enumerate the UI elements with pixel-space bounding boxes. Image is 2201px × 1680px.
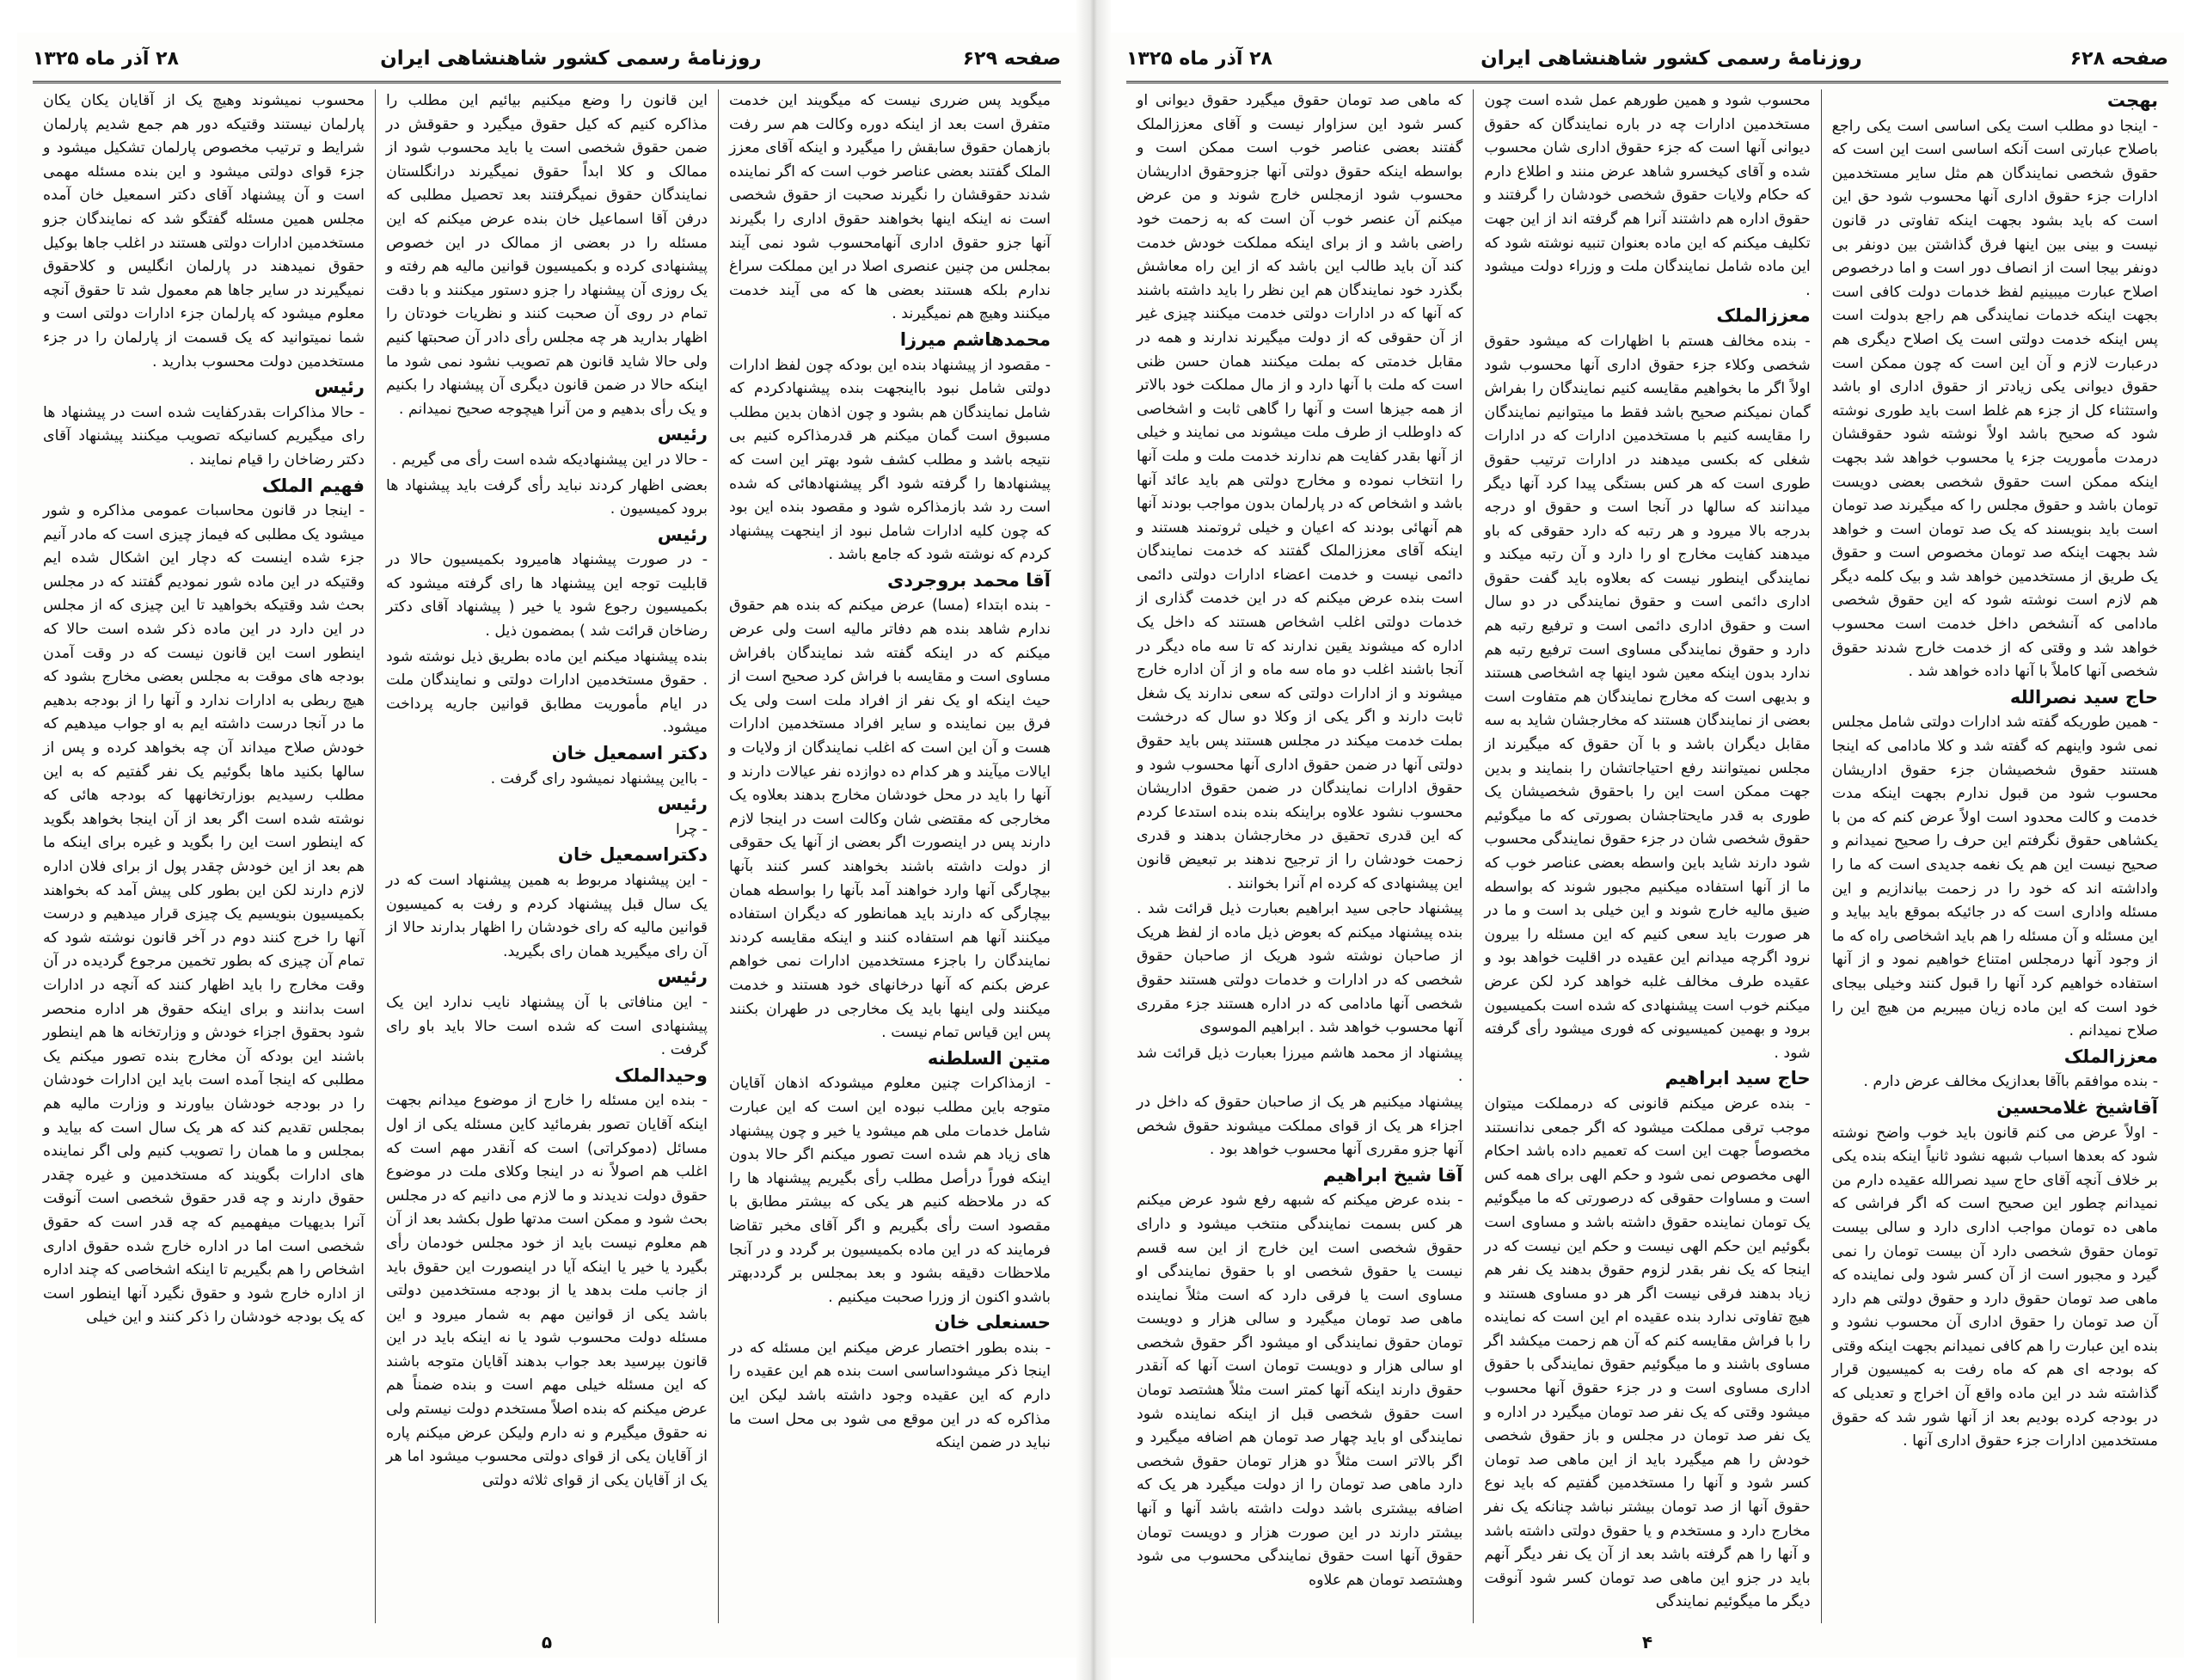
text-column [719, 89, 1061, 1623]
paragraph: پیشنهاد از محمد هاشم میرزا بعبارت ذیل قرائت شد . [1137, 1044, 1463, 1086]
right-page-number: صفحه ۶۲۸ [2069, 47, 2168, 70]
left-header-rule [33, 81, 1061, 83]
paragraph: - اینجا در قانون محاسبات عمومی مذاکره و شور میشود یک مطلبی که فیماز چیزی است که مادر آنیم جزء شده اینست که دچار این اشکال شده ایم وقتیکه در این ماده شور نمودیم گفتند که در مجلس بحث شد وقتیکه بخواهید تا این چیزی که از مجلس در این دارد در این ماده ذکر شده است حالا که اینطور است این قانون نیست که در وقت آمدن بودجه های موقت به مجلس بعضی مخارج بشود که هیچ ربطی به ادارات ندارد و آنها را از بودجه بدهیم ما در آنجا درست داشته ایم به او جواب میدهیم که خودش صلاح میداند آن چه بخواهد کرده و پس از سالها بکنید ماها بگوئیم یک نفر گفتیم که به این مطلب رسیدیم بوزارتخانهها که بودجه هائی که نوشته شده است اگر بعد از آن اینجا بخواهد بگوید که اینطور است این را بگوید و غیره برای اینکه ما هم بعد از این خودش چقدر پول از برای فلان اداره لازم دارند لکن این بطور کلی پیش آمد که بخواهند بکمیسیون بنویسیم یک چیزی قرار میدهیم و درست آنها را خرج کنند دوم در آخر قانون نوشته شود که تمام آن چیزی که بطور تخمین مرجوع گردیده در آن وقت مخارج را باید اظهار کنند که آنچه در ادارات است بدانند و برای اینکه حقوق هر اداره منحصر شود بحقوق اجزاء خودش و وزارتخانه ها هم اینطور باشند این بودکه آن مخارج بنده تصور میکنم یک مطلبی که اینجا آمده است باید این ادارات خودشان را در بودجه خودشان بیاورند و وزارت مالیه هم بمجلس تقدیم کند که هر یک سال است که بیاید و بمجلس و ما همان را تصویب کنیم ولی اگر نماینده های ادارات بگویند که مستخدمین و غیره چقدر حقوق دارند و چه قدر حقوق شخصی است آنوقت آنرا بدیهیات میفهمیم که چه قدر است که حقوق شخصی است اما در اداره خارج شده حقوق اداری اشخاص را هم بگیریم تا اینکه اشخاصی که چند اداره از اداره خارج شود و حقوق نگیرد آنها اینطور است که یک بودجه خودشان را ذکر کنند و این خیلی [43, 502, 365, 1327]
paragraph: - بنده عرض میکنم قانونی که درمملکت میتوان موجب ترقی مملکت میشود که اگر جمعی ندانستند مخصوصاً جهت این است که تعمیم داده باشد احکام الهی مخصوص نمی شود و حکم الهی برای همه کس است و مساوات حقوقی که درصورتی که ما میگوئیم یک تومان نماینده حقوق داشته باشد و مساوی است بگوئیم این حکم الهی نیست و حکم این نیست که در اینجا که یک نفر بقدر لزوم حقوق بدهند یک نفر هم زیاد بدهند فرقی نیست اگر هر دو مساوی هستند و هیچ تفاوتی ندارد بنده عقیده ام این است که نماینده را با فراش مقایسه کنم که آن هم زحمت میکشد اگر مساوی باشند و ما میگوئیم حقوق نمایندگی با حقوق اداری مساوی است و در جزء حقوق آنها محسوب میشود وقتی که یک نفر صد تومان میگیرد در اداره و یک نفر صد تومان در مجلس و باز حقوق شخصی خودش را هم میگیرد باید از این ماهی صد تومان کسر شود و آنها را مستخدمین گفتیم که باید نوع حقوق آنها از صد تومان بیشتر نباشد چنانکه یک نفر مخارج دارد و مستخدم و یا حقوق دولتی داشته باشد و آنها را هم گرفته باشد بعد از آن یک نفر دیگر آنهم باید در جزو این ماهی صد تومان کسر شود آنوقت دیگر ما میگوئیم نمایندگی [1484, 1094, 1811, 1611]
paragraph: - این پیشنهاد مربوط به همین پیشنهاد است که در یک سال قبل پیشنهاد کردم و رفت به کمیسیون قوانین مالیه که رای خودشان را اظهار بدارند حالا از آن رای میگیرید همان رای بگیرید. [386, 872, 708, 960]
paragraph: - بااین پیشنهاد نمیشود رای گرفت . [490, 769, 708, 788]
text-column [33, 89, 376, 1623]
paragraph: این قانون را وضع میکنیم بیائیم این مطلب را مذاکره کنیم که کیل حقوق میگیرد و حقوقش در ضمن حقوق شخصی است یا باید محسوب شود از ممالک و کلا ابداً حقوق نمیگیرند درانگلستان نمایندگان حقوق نمیگرفتند بعد تحصیل مطلبی که درفن آقا اسماعیل خان بنده عرض میکنم که این مسئله را در بعضی از ممالک در این خصوص پیشنهادی کرده و بکمیسیون قوانین مالیه هم رفته و یک روزی آن پیشنهاد را جزو دستور میکنند و با دقت تمام در روی آن صحبت کنند و نظریات خودتان را اظهار بدارید هر چه مجلس رأی دادر آن صحبتها کنیم ولی حالا شاید قانون هم تصویب نشود نمی شود ما اینکه حالا در ضمن قانون دیگری آن پیشنهاد را بکنیم و یک رأی بدهیم و من آنرا هیچوجه صحیح نمیدانم . [386, 92, 708, 418]
speaker-name: وحیدالملک [614, 1064, 708, 1086]
paragraph: که ماهی صد تومان حقوق میگیرد حقوق دیوانی او کسر شود این سزاوار نیست و آقای معززالملک گفتند بعضی عناصر خوب است ممکن است و بواسطه اینکه حقوق دولتی آنها جزوحقوق اداریشان محسوب شود ازمجلس خارج شوند و من عرض میکنم آن عنصر خوب آن است که به زحمت خود راضی باشد و از برای اینکه مملکت خودش خدمت کند آن باید طالب این باشد که از این راه معاشش بگذرد خود نمایندگان هم این نظر را باید داشته باشند که آنها که در ادارات دولتی خدمت میکنند چیزی غیر از آن حقوقی که از دولت میگیرند ندارند و همه در مقابل خدمتی که بملت میکنند همان حسن ظنی است که ملت با آنها دارد و از مال مملکت خود بالاتر از همه جیزها است و آنها را گاهی ثابت و اشخاصی که داوطلب از طرف ملت میشوند می نمایند و خیلی از آنها بقدر کفایت هم ندارند خدمت ملت و ملت آنها را انتخاب نموده و مخارج دولتی هم باید عائد آنها باشد و اشخاص که در پارلمان بدون مواجب بودند آنها هم آنهائی بودند که اعیان و خیلی ثروتمند هستند و اینکه آقای معززالملک گفتند که خدمت نمایندگان دائمی نیست و خدمت اعضاء ادارات دولتی دائمی است بنده عرض میکنم که در این خدمت گذاری از خدمات دولتی اغلب اشخاص هستند که داخل یک اداره که میشوند یقین ندارند که تا سه ماه دیگر در آنجا باشند اغلب دو ماه سه ماه و از آن اداره خارج میشوند و از ادارات دولتی که سعی ندارند یک شغل ثابت دارند و اگر یکی از وکلا دو سال که درخشت بملت خدمت میکند در مجلس هستند پس باید حقوق دولتی آنها در ضمن حقوق اداری آنها محسوب شود و حقوق ادارات نمایندگان در ضمن حقوق اداریشان محسوب نشود علاوه براینکه بنده بنده استدعا کردم که این قدری تحقیق در مخارجشان بدهند و قدری زحمت خودشان را از ترجیح ندهند بر تبعیض قانون این پیشنهادی که کرده ام آنرا بخوانند . [1137, 92, 1463, 892]
paragraph: - ازمذاکرات چنین معلوم میشودکه اذهان آقایان متوجه باین مطلب نبوده این است که این عبارت شامل خدمات ملی هم میشود یا خیر و چون پیشنهاد های زیاد هم شده است تصور میکنم اگر حالا بدون اینکه فوراً درأصل مطلب رأی بگیریم پیشنهاد ها را که در ملاحظه کنیم هر یکی که بیشتر مطابق با مقصود است رأی بگیریم و اگر آقای مخبر تقاضا فرمایند که در این ماده بکمیسیون بر گردد و در آنجا ملاحظات دقیقه بشود و بعد بمجلس بر گرددبهتر باشدو اکنون از وزرا صحبت میکنیم . [729, 1075, 1051, 1306]
text-column [1822, 89, 2168, 1623]
left-page-header [33, 41, 1061, 76]
paragraph: - حالا در این پیشنهادیکه شده است رأی می گیریم . [391, 451, 708, 469]
paragraph: - بنده موافقم باآقا بعدازیک مخالف عرض دارم . [1863, 1073, 2158, 1091]
left-page-date: ۲۸ آذر ماه ۱۳۲۵ [33, 47, 179, 70]
paragraph: پیشنهاد حاجی سید ابراهیم بعبارت ذیل قرائت شد . بنده پیشنهاد میکنم که بعوض ذیل ماده از لفظ هریک از صاحبان نوشته شود هریک از صاحبان حقوق شخصی که در ادارات و خدمات دولتی هستند حقوق شخصی آنها مادامی که در اداره هستند جزء مقرری آنها محسوب خواهد شد . ابراهیم الموسوی [1137, 900, 1463, 1037]
paragraph: - بنده ابتداء (مسا) عرض میکنم که بنده هم حقوق ندارم شاهد بنده هم دفاتر مالیه است ولی عرض میکنم که در اینکه گفته شد نمایندگان بافراش مساوی است و مقایسه با فراش کرد صحیح است از حیث اینکه او یک نفر از افراد ملت است ولی یک فرق بین نماینده و سایر افراد مستخدمین ادارات هست و آن این است که اغلب نمایندگان از ولایات و ایالات میآیند و هر کدام ده دوازده نفر عیالات دارند و آنها را باید در محل خودشان مخارج بدهند بعلاوه یک مخارجی که مقتضی شان وکالت است در اینجا لازم دارند پس در اینصورت اگر بعضی از آنها یک حقوقی از دولت داشته باشند بخواهند کسر کنند بآنها بیچارگی آنها وارد خواهند آمد بآنها را بواسطه همان بیچارگی که دارند باید همانطور که دیگران استفاده میکنند آنها هم استفاده کنند و اینکه مقایسه کردند نمایندگان را باجزء مستخدمین ادارات نمی خواهم عرض بکنم که آنها درخانهای خود هستند و خدمت میکنند ولی اینها باید یک مخارجی در طهران بکنند پس این قیاس تمام نیست . [729, 597, 1051, 1042]
right-page-date: ۲۸ آذر ماه ۱۳۲۵ [1126, 47, 1272, 70]
speaker-name: دکتر اسمعیل خان [551, 743, 708, 764]
paragraph: - حالا مذاکرات بقدرکفایت شده است در پیشنهاد ها رای میگیریم کسانیکه تصویب میکنند پیشنهاد آقای دکتر رضاخان را قیام نمایند . [43, 403, 365, 469]
paragraph: - این منافاتی با آن پیشنهاد نایب ندارد این یک پیشنهادی است که شده است حالا باید باو رای گرفت . [386, 993, 708, 1059]
left-page [17, 33, 1076, 1658]
paragraph: - در صورت پیشنهاد هامیرود بکمیسیون حالا در قابلیت توجه این پیشنهاد ها رای گرفته میشود که بکمیسیون رجوع شود یا خیر ( پیشنهاد آقای دکتر رضاخان قرائت شد ) بمضمون ذیل . [386, 551, 708, 641]
speaker-name: رئیس [657, 424, 708, 445]
speaker-name: رئیس [314, 377, 365, 398]
speaker-name: حسنعلی خان [934, 1312, 1051, 1334]
speaker-name: رئیس [657, 524, 708, 545]
text-column [1126, 89, 1474, 1623]
text-column [376, 89, 719, 1623]
paragraph: - بنده بطور اختصار عرض میکنم این مسئله که در اینجا ذکر میشوداساسی است بنده هم این عقیده را دارم که این عقیده وجود داشته باشد لیکن این مذاکره که در این موقع می شود بی محل است ما نباید در ضمن اینکه [729, 1339, 1051, 1452]
paragraph: بعضی اظهار کردند نباید رأی گرفت باید پیشنهاد ها برود کمیسیون . [386, 476, 708, 518]
speaker-name: فهیم الملک [261, 475, 365, 496]
speaker-name: آقا شیخ ابراهیم [1322, 1164, 1463, 1186]
paragraph: - بنده این مسئله را خارج از موضوع میدانم بجهت اینکه آقایان تصور بفرمائید کاین مسئله یکی از اول مسائل (دموکراتی) است که آنقدر مهم است که اغلب هم اصولاً نه در اینجا وکلای ملت در موضوع حقوق دولت ندیدند و ما لازم می دانیم که در مجلس بحث شود و ممکن است مدتها طول بکشد بعد از آن هم معلوم نیست باید از خود مجلس خودمان رأی بگیرد یا خیر یا اینکه آیا در اینصورت این حقوق باید از جانب ملت بدهد یا از بودجه مستخدمین دولتی باشد یکی از قوانین مهم به شمار میرود و این مسئله دولت محسوب شود یا نه اینکه باید در این قانون بپرسید بعد جواب بدهند آقایان متوجه باشند که این مسئله خیلی مهم است و بنده ضمناً هم عرض میکنم که بنده اصلاً مستخدم دولت نیستم ولی نه حقوق میگیرم و نه دارم ولیکن عرض میکنم پاره از آقایان یکی از قوای دولتی محسوب میشود اما هر یک از آقایان یکی از قوای ثلاثه دولتی [386, 1092, 708, 1489]
right-page-masthead: روزنامهٔ رسمی کشور شاهنشاهی ایران [1481, 47, 1862, 70]
paragraph: - بنده عرض میکنم که شبهه رفع شود عرض میکنم هر کس بسمت نمایندگی منتخب میشود و دارای حقوق شخصی است این خارج از این سه قسم نیست یا حقوق شخصی او با حقوق نمایندگی او مساوی است یا فرقی دارد که است مثلاً نماینده ماهی صد تومان میگیرد و سالی هزار و دویست تومان حقوق نمایندگی او میشود اگر حقوق شخصی او سالی هزار و دویست تومان است آنها که آنقدر حقوق دارند اینکه آنها کمتر است مثلاً هشتصد تومان است حقوق شخصی قبل از اینکه نماینده شود نمایندگی او باید چهار صد تومان هم اضافه میگیرد و اگر بالاتر است مثلاً دو هزار تومان حقوق شخصی دارد ماهی صد تومان را از دولت میگیرد هر یک که اضافه بیشتری باشد دولت داشته باشد آنها و آنها بیشتر دارند در این صورت هزار و دویست تومان حقوق آنها است حقوق نمایندگی محسوب می شود وهشتصد تومان هم علاوه [1137, 1192, 1463, 1589]
left-page-number: صفحه ۶۲۹ [962, 47, 1061, 70]
speaker-name: حاج سید ابراهیم [1665, 1068, 1811, 1089]
speaker-name: آقاشیخ غلامحسین [1996, 1096, 2158, 1118]
paragraph: - بنده مخالف هستم با اظهارات که میشود حقوق شخصی وکلاء جزء حقوق اداری آنها محسوب شود اولاً اگر ما بخواهیم مقایسه کنیم نمایندگان را بفراش گمان نمیکنم صحیح باشد فقط ما میتوانیم نمایندگان را مقایسه کنیم با مستخدمین ادارات که در ادارات شغلی که بکسی میدهند در ادارات ترتیب حقوق طوری است که هر کس بستگی پیدا کرد آنها دیگر میدانند که سالها در آنجا است و حقوق او درجه بدرجه بالا میرود و هر رتبه که دارد حقوقی که باو میدهند کفایت مخارج او را دارد و آن رتبه میکند و نمایندگی اینطور نیست که بعلاوه باید گفت حقوق اداری دائمی است و حقوق نمایندگی در دو سال است و حقوق اداری دائمی است و ترفیع رتبه هم دارد و حقوق نمایندگی مساوی است ترفیع رتبه هم ندارد بدون اینکه معین شود اینها چه اشخاصی هستند و بدیهی است که مخارج نمایندگان هم متفاوت است بعضی از نمایندگان هستند که مخارجشان شاید به سه مقابل دیگران باشد و با آن حقوق که میگیرند از مجلس نمیتوانند رفع احتیاجاتشان را بنمایند و بدین جهت ممکن است این را باحقوق شخصیشان یک طوری به قدر مایحتاجشان بصورتی که ما میگوئیم حقوق شخصی شان در جزء حقوق نمایندگی محسوب شود دارند شاید باین واسطه بعضی عناصر خوب که ما از آنها استفاده میکنیم مجبور شوند که بواسطه ضیق مالیه خارج شوند و این خیلی بد است و ما در هر صورت باید سعی کنیم که این مسئله را بیرون نرود اگرچه میدانم این عقیده در اقلیت خواهد بود و عقیده طرف مخالف غلبه خواهد کرد لکن عرض میکنم خوب است پیشنهادی که شده است بکمیسیون برود و بهمین کمیسیونی که فوری میشود رأی گرفته شود . [1484, 332, 1811, 1062]
left-page-masthead: روزنامهٔ رسمی کشور شاهنشاهی ایران [380, 47, 762, 70]
right-folio: ۴ [1641, 1632, 1653, 1652]
paragraph: - همین طوریکه گفته شد ادارات دولتی شامل مجلس نمی شود واینهم که گفته شد و کلا مادامی که اینجا هستند حقوق شخصیشان جزء حقوق اداریشان محسوب شود من قبول ندارم بجهت اینکه مدت خدمت و کالت محدود است اولاً عرض کنم که من با یکشاهی حقوق نگرفتم این حرف را صحیح نمیدانم و صحیح نیست این هم یک نغمه جدیدی است که ما را واداشته اند که خود را در زحمت بیاندازیم و این مسئله واداری است که در جائیکه بموقع باید بیاید و این مسئله و آن مسئله را هم باید اشخاصی راه که ما از وجود آنها درمجلس امتناع خواهیم نمود و از آنها استفاده خواهیم کرد آنها را قبول کنند وخیلی بیجای خود است که این ماده زیان میبریم من هیچ این را صلاح نمیدانم . [1831, 714, 2158, 1040]
speaker-name: محمدهاشم میرزا [899, 328, 1051, 350]
right-page-header [1126, 41, 2168, 76]
speaker-name: بهجت [2106, 90, 2158, 111]
paragraph: محسوب شود و همین طورهم عمل شده است چون مستخدمین ادارات چه در باره نمایندگان که حقوق دیوانی آنها است که جزء حقوق اداری شان محسوب شده و آقای کیخسرو شاهد عرض منند و اطلاع دارم که حکام ولایات حقوق شخصی خودشان را گرفتند و حقوق اداره هم داشتند آنرا هم گرفته اند از این جهت تکلیف میکنم که این ماده بعنوان تنبیه نوشته شود که این ماده شامل نمایندگان ملت و وزراء دولت میشود . [1484, 92, 1811, 299]
speaker-name: متین السلطنه [927, 1047, 1051, 1069]
right-page [1111, 33, 2184, 1658]
speaker-name: معززالملک [2063, 1045, 2158, 1067]
paragraph: میگوید پس ضرری نیست که میگویند این خدمت متفرق است بعد از اینکه دوره وکالت هم سر رفت بازهمان حقوق سابقش را میگیرد و اینکه آقای معزز الملک گفتند بعضی عناصر خوب است که اگر نماینده شدند حقوقشان را نگیرند صحبت از حقوق شخصی است نه اینکه اینها بخواهند حقوق اداری را بگیرند آنها جزو حقوق اداری آنهامحسوب شود نمی آیند بمجلس من چنین عنصری اصلا در این مملکت سراغ ندارم بلکه هستند بعضی ها که می آیند خدمت میکنند وهیچ هم نمیگیرند . [729, 92, 1051, 323]
speaker-name: آقا محمد بروجردی [886, 569, 1051, 591]
speaker-name: معززالملک [1716, 305, 1811, 327]
speaker-name: دکتراسمعیل خان [558, 844, 708, 866]
right-header-rule [1126, 81, 2168, 83]
left-folio: ۵ [541, 1632, 553, 1652]
paragraph: - مقصود از پیشنهاد بنده این بودکه چون لفظ ادارات دولتی شامل نبود بااینجهت بنده پیشنهادکردم که شامل نمایندگان هم بشود و چون اذهان بدین مطلب مسبوق است گمان میکنم هر قدرمذاکره کنیم بی نتیجه باشد و مطلب کشف شود بهتر این است که پیشنهادها را گرفته شود اگر پیشنهادهائی که شده است رد شد بازمذاکره شود و مقصود بنده این بود که چون کلیه ادارات شامل نبود از اینجهت پیشنهاد کردم که نوشته شود که جامع باشد . [729, 356, 1051, 564]
speaker-name: رئیس [657, 966, 708, 988]
paragraph: - اولاً عرض می کنم قانون باید خوب واضح نوشته شود که بعدها اسباب شبهه نشود ثانیاً اینکه بنده یکی بر خلاف آنچه آقای حاج سید نصرالله عقیده دارم من نمیدانم چطور این صحیح است که اگر فراشی که ماهی ده تومان مواجب اداری دارد و سالی بیست تومان حقوق شخصی دارد آن بیست تومان را نمی گیرد و مجبور است از آن کسر شود ولی نماینده که ماهی صد تومان حقوق دارد و حقوق دولتی هم دارد آن صد تومان را حقوق اداری آن محسوب نشود و بنده این عبارت را هم کافی نمیدانم بجهت اینکه وقتی که بودجه ای هم که ماه رفت به کمیسیون قرار گذاشته شد در این ماده واقع آن اخراج و تعدیلی که در بودجه کرده بودیم بعد از آنها شور شد که حقوق مستخدمین ادارات جزء حقوق اداری آنها . [1831, 1124, 2158, 1450]
speaker-name: حاج سید نصرالله [2009, 686, 2158, 708]
paragraph: - اینجا دو مطلب است یکی اساسی است یکی راجع باصلاح عبارتی است آنکه اساسی است این است که حقوق شخصی نمایندگان هم مثل سایر مستخدمین ادارات جزء حقوق اداری آنها محسوب شود حق این است که باید بشود بجهت اینکه تفاوتی در قانون نیست و بینی بین اینها فرق گذاشتن بین دونفر بی دونفر بیجا است از انصاف دور است و اما درخصوص اصلاح عبارت میبینیم لفظ خدمات دولت کافی است بجهت اینکه خدمات نمایندگی هم راجع بدولت است پس اینکه خدمت دولتی است یک اصلاح دیگری هم درعبارت لازم و آن این است که چون ممکن است حقوق دیوانی یکی زیادتر از حقوق اداری او باشد واستثناء کل از جزء هم غلط است باید طوری نوشته شود که صحیح باشد اولاً نوشته شود حقوقشان درمدت مأموریت جزء یا محسوب خواهد شد بجهت اینکه ممکن است حقوق شخصی بعضی دویست تومان باشد و حقوق مجلس را که میگیرند صد تومان است باید بنویسند که یک صد تومان است و خواهد شد بجهت اینکه صد تومان مخصوص است و حقوق یک طریق از مستخدمین خواهد شد و بیک کلمه دیگر هم لازم است نوشته شود که این حقوق شخصی مادامی که آنشخص داخل خدمت است محسوب خواهد شد و وقتی که از خدمت خارج شدند حقوق شخصی آنها کاملاً با آنها داده خواهد شد . [1831, 117, 2158, 681]
book-gutter [1076, 0, 1111, 1680]
right-columns [1126, 89, 2168, 1623]
text-column [1474, 89, 1821, 1623]
paragraph: بنده پیشنهاد میکنم این ماده بطریق ذیل نوشته شود . حقوق مستخدمین ادارات دولتی و نمایندگان ملت در ایام مأموریت مطابق قوانین جاریه پرداخت میشود. [386, 647, 708, 737]
speaker-name: رئیس [657, 794, 708, 815]
paragraph: محسوب نمیشوند وهیچ یک از آقایان یکان یکان پارلمان نیستند وقتیکه دور هم جمع شدیم پارلمان شرایط و ترتیب مخصوص پارلمان تشکیل میشود و جزء قوای دولتی میشود و این بنده مسئله مهمی است و آن پیشنهاد آقای دکتر اسمعیل خان آمده مجلس همین مسئله گفتگو شد که نمایندگان جزو مستخدمین ادارات دولتی هستند در اغلب جاها بوکیل حقوق نمیدهند در پارلمان انگلیس و کلاحقوق نمیگیرند در سایر جاها هم معمول شد تا حقوق آنچه معلوم میشود که پارلمان جزء ادارات دولتی است و شما نمیتوانید که یک قسمت از پارلمان را در جزء مستخدمین دولت محسوب بدارید . [43, 92, 365, 371]
paragraph: - چرا [676, 820, 708, 838]
paragraph: پیشنهاد میکنیم هر یک از صاحبان حقوق که داخل در اجزاء هر یک از قوای مملکت میشوند حقوق شخص آنها جزو مقرری آنها محسوب خواهد بود . [1137, 1093, 1463, 1159]
left-columns [33, 89, 1061, 1623]
